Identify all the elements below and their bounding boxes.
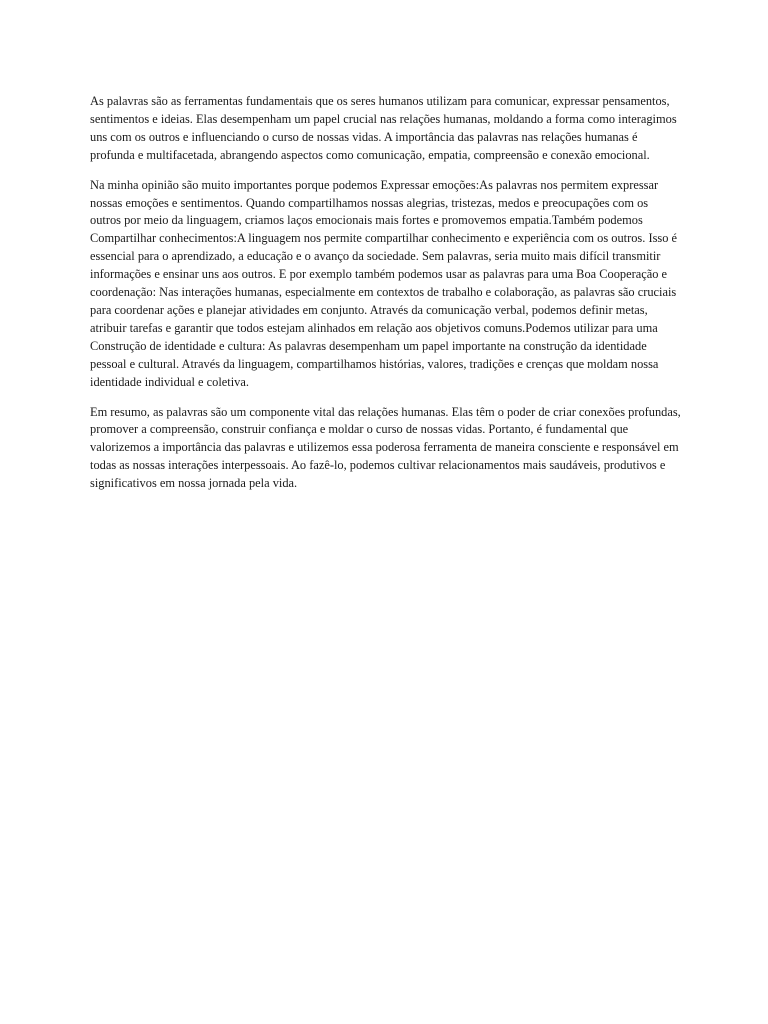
paragraph-conclusion: Em resumo, as palavras são um componente vital das relações humanas. Elas têm o poder de criar conexões profundas, promover a compreensão, construir confiança e moldar o curso de nossas vidas. Portanto, é fundamental que valorizemos a importância das palavras e utilizemos essa poderosa ferramenta de maneira consciente e responsável em todas as nossas interações interpessoais. Ao fazê-lo, podemos cultivar relacionamentos mais saudáveis, produtivos e significativos em nossa jornada pela vida. (90, 404, 681, 491)
document-body (90, 93, 682, 505)
paragraph-opinion: Na minha opinião são muito importantes porque podemos Expressar emoções:As palavras nos permitem expressar nossas emoções e sentimentos. Quando compartilhamos nossas alegrias, tristezas, medos e preocupações com os outros por meio da linguagem, criamos laços emocionais mais fortes e promovemos empatia.Também podemos Compartilhar conhecimentos:A linguagem nos permite compartilhar conhecimento e experiência com os outros. Isso é essencial para o aprendizado, a educação e o avanço da sociedade. Sem palavras, seria muito mais difícil transmitir informações e ensinar uns aos outros. E por exemplo também podemos usar as palavras para uma Boa Cooperação e coordenação: Nas interações humanas, especialmente em contextos de trabalho e colaboração, as palavras são cruciais para coordenar ações e planejar atividades em conjunto. Através da comunicação verbal, podemos definir metas, atribuir tarefas e garantir que todos estejam alinhados em relação aos objetivos comuns.Podemos utilizar para uma Construção de identidade e cultura: As palavras desempenham um papel importante na construção da identidade pessoal e cultural. Através da linguagem, compartilhamos histórias, valores, tradições e crenças que moldam nossa identidade individual e coletiva. (90, 177, 678, 389)
paragraph-intro: As palavras são as ferramentas fundamentais que os seres humanos utilizam para comunicar, expressar pensamentos, sentimentos e ideias. Elas desempenham um papel crucial nas relações humanas, moldando a forma como interagimos uns com os outros e influenciando o curso de nossas vidas. A importância das palavras nas relações humanas é profunda e multifacetada, abrangendo aspectos como comunicação, empatia, compreensão e conexão emocional. (90, 94, 677, 162)
